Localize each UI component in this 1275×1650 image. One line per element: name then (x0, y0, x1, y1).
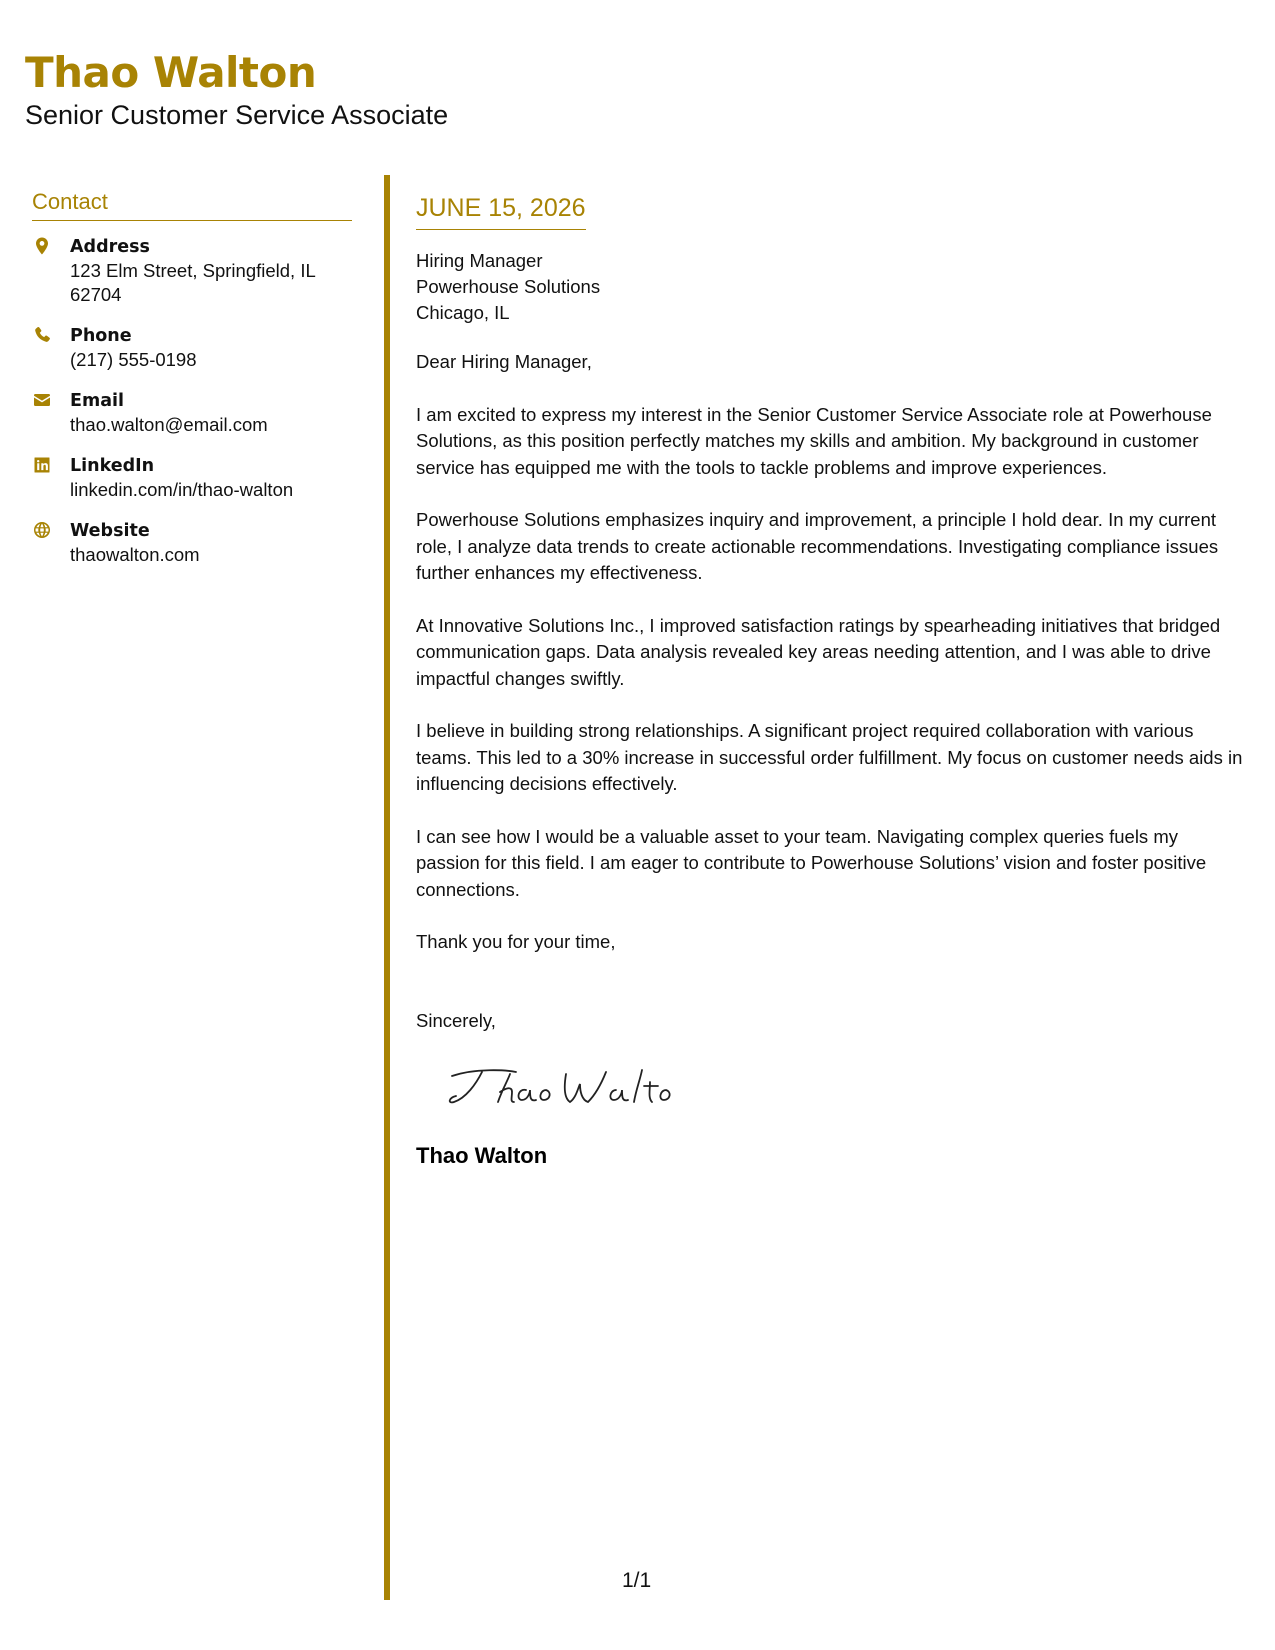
applicant-name: Thao Walton (25, 48, 317, 97)
page-number: 1/1 (622, 1569, 652, 1592)
contact-value-address: 123 Elm Street, Springfield, IL 62704 (70, 260, 316, 305)
applicant-title: Senior Customer Service Associate (25, 100, 449, 130)
contact-item-address (32, 235, 352, 307)
contact-value-email: thao.walton@email.com (70, 414, 268, 435)
paragraph: I am excited to express my interest in the Senior Customer Service Associate role at Powerhouse Solutions, as this position perfectly matches my skills and ambition. My background in customer service has equipped me with the tools to tackle problems and improve experiences. (416, 403, 1212, 478)
recipient-line: Powerhouse Solutions (416, 276, 601, 297)
contact-value-phone: (217) 555-0198 (70, 349, 197, 370)
letter-date: JUNE 15, 2026 (416, 192, 586, 230)
handwritten-signature (446, 1062, 1246, 1112)
contact-label-email: Email (70, 391, 124, 411)
salutation: Dear Hiring Manager, (416, 351, 592, 372)
paragraph: Powerhouse Solutions emphasizes inquiry and improvement, a principle I hold dear. In my current role, I analyze data trends to create actionable recommendations. Investigating compliance issues further enhances my effectiveness. (416, 509, 1219, 583)
letter-header (25, 48, 448, 132)
globe-icon (32, 519, 70, 540)
contact-label-linkedin: LinkedIn (70, 456, 155, 476)
recipient-line: Chicago, IL (416, 302, 510, 323)
vertical-divider (384, 175, 390, 1600)
recipient-line: Hiring Manager (416, 250, 543, 271)
closing-line: Thank you for your time, (416, 931, 616, 952)
signed-name: Thao Walton (416, 1143, 548, 1168)
location-pin-icon (32, 235, 70, 256)
paragraph: I believe in building strong relationships. A significant project required collaboration with various teams. This led to a 30% increase in successful order fulfillment. My focus on customer needs aids in influencing decisions effectively. (416, 720, 1243, 794)
paragraph: At Innovative Solutions Inc., I improved satisfaction ratings by spearheading initiatives that bridged communication gaps. Data analysis revealed key areas needing attention, and I was able to drive impactful changes swiftly. (416, 614, 1221, 689)
contact-label-website: Website (70, 521, 150, 541)
contact-item-linkedin (32, 454, 352, 502)
contact-label-phone: Phone (70, 326, 132, 346)
letter-body (416, 192, 1246, 1170)
recipient-block (416, 248, 1246, 326)
contact-sidebar (32, 188, 352, 584)
contact-item-email (32, 389, 352, 437)
signoff: Sincerely, (416, 1009, 496, 1031)
envelope-icon (32, 389, 70, 410)
contact-heading: Contact (32, 188, 352, 221)
contact-value-linkedin: linkedin.com/in/thao-walton (70, 479, 294, 500)
linkedin-icon (32, 454, 70, 475)
contact-value-website: thaowalton.com (70, 544, 200, 565)
contact-label-address: Address (70, 237, 150, 257)
contact-item-phone (32, 324, 352, 372)
contact-item-website (32, 519, 352, 567)
phone-icon (32, 324, 70, 345)
paragraph: I can see how I would be a valuable asset to your team. Navigating complex queries fuels my passion for this field. I am eager to contribute to Powerhouse Solutions’ vision and foster positive connections. (416, 825, 1207, 900)
